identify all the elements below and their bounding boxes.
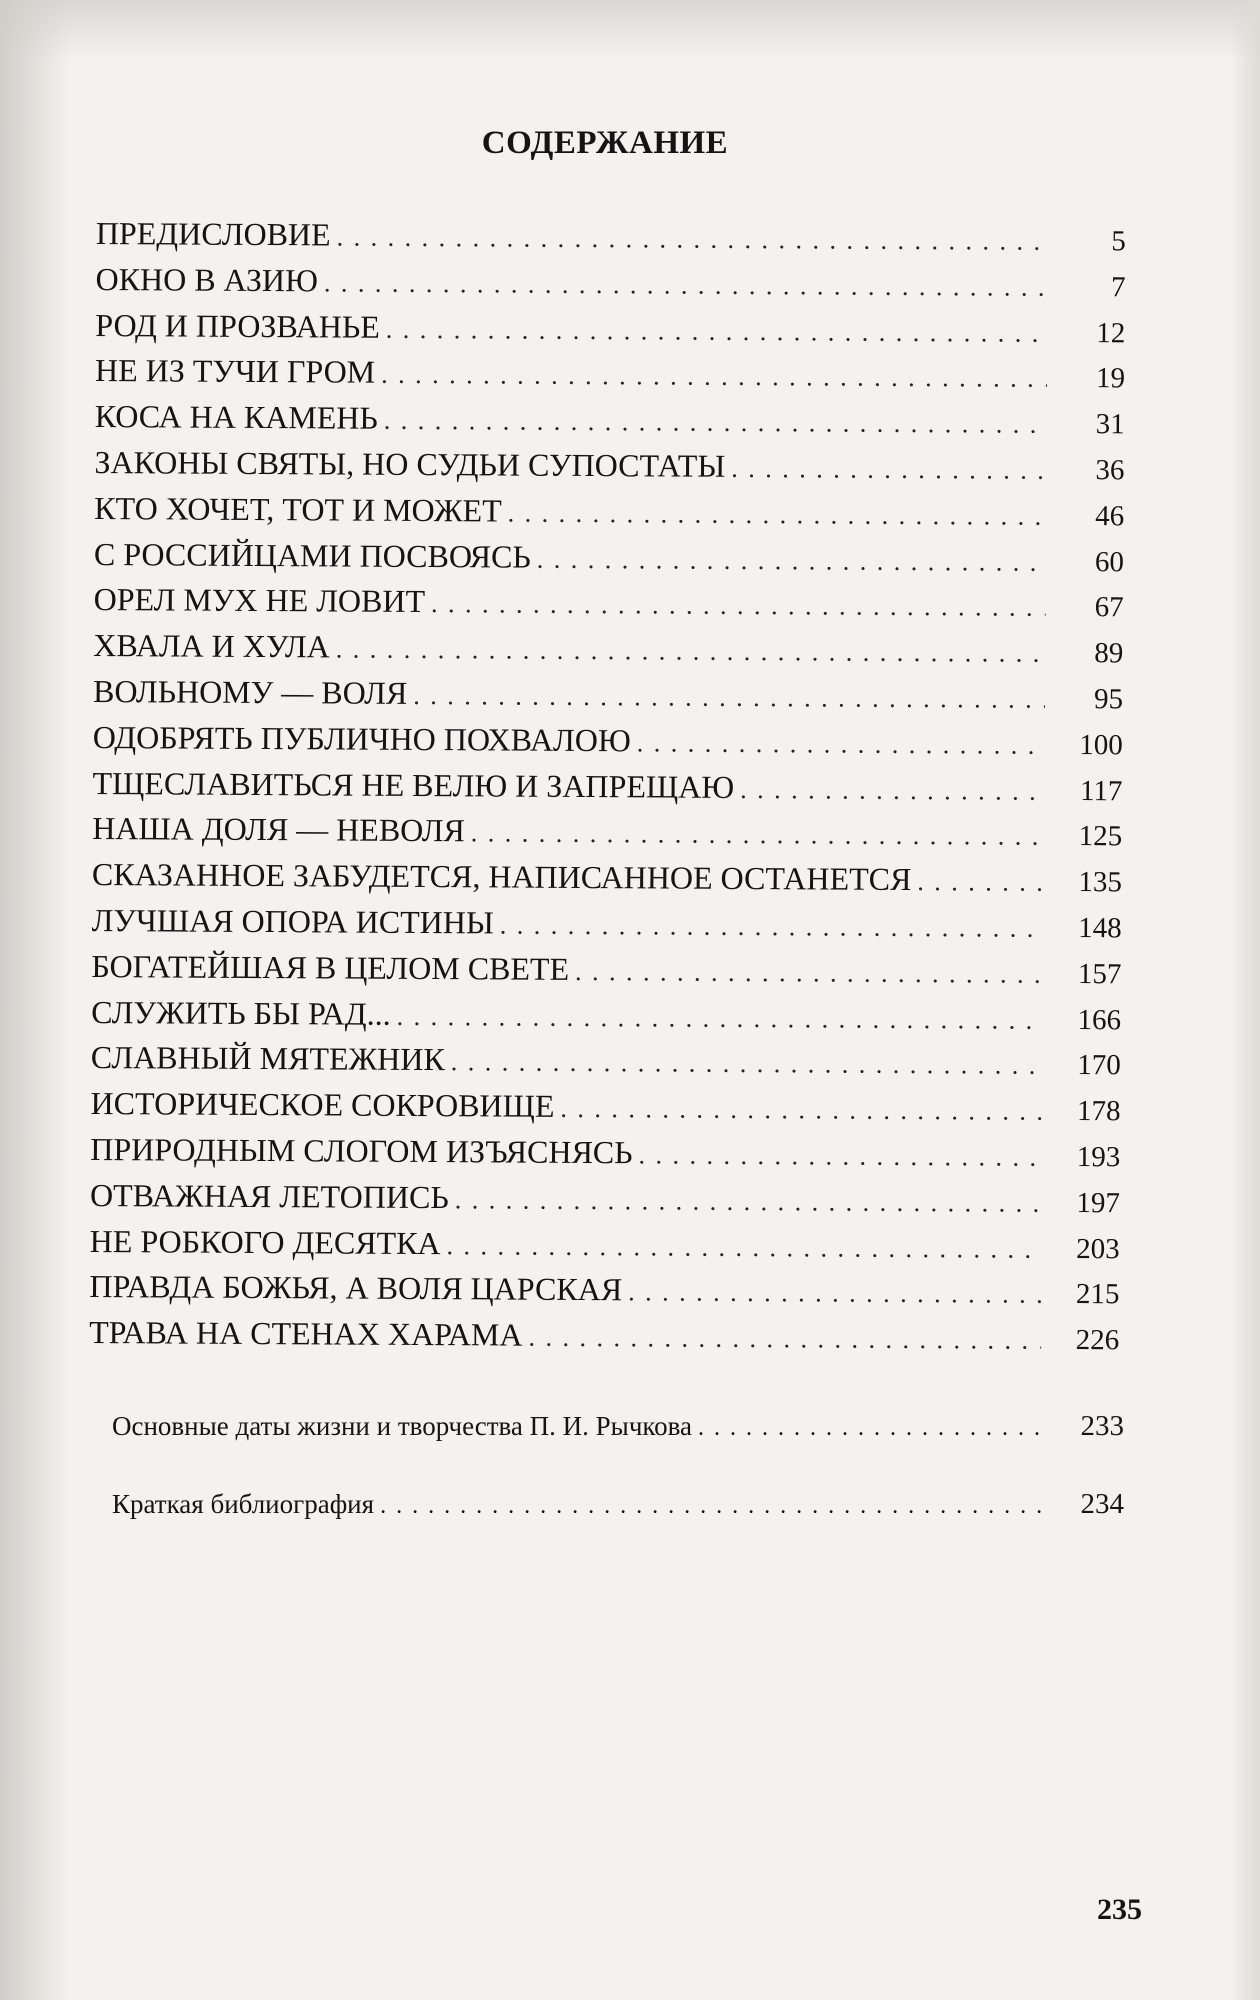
dot-leader: [622, 1278, 1041, 1311]
toc-entry: [95, 261, 1125, 313]
toc-entry: [92, 902, 1122, 954]
toc-entry-page: 234: [1080, 1488, 1124, 1520]
toc-entry-page: 19: [1095, 362, 1126, 395]
toc-entry-page: 100: [1079, 728, 1123, 762]
toc-entry-page: 31: [1095, 408, 1125, 441]
toc-entry: [89, 1268, 1119, 1320]
toc-entry: [90, 1085, 1120, 1137]
dot-leader: [569, 957, 1043, 990]
toc-entry-page: 67: [1094, 591, 1124, 624]
toc-entry: [91, 948, 1121, 1000]
toc-entry-page: 148: [1078, 911, 1122, 945]
toc-entry-page: 117: [1079, 774, 1123, 807]
toc-entry-label: ОТВАЖНАЯ ЛЕТОПИСЬ: [89, 1176, 449, 1215]
dot-leader: [380, 314, 1048, 348]
dot-leader: [502, 498, 1047, 531]
page-edge-shadow: [1230, 0, 1260, 2000]
toc-entry-page: 233: [1080, 1410, 1124, 1442]
toc-entry-label: ОРЕЛ МУХ НЕ ЛОВИТ: [93, 581, 426, 620]
toc-entry-label: С РОССИЙЦАМИ ПОСВОЯСЬ: [93, 535, 531, 575]
dot-leader: [407, 681, 1045, 715]
toc-entry: [95, 307, 1125, 359]
page-shadow: [0, 0, 1260, 60]
toc-entry: [89, 1314, 1119, 1366]
toc-entry: [92, 765, 1122, 817]
toc-entry: [95, 398, 1125, 450]
toc-entry-label: ОКНО В АЗИЮ: [95, 260, 319, 299]
toc-entry-label: НАША ДОЛЯ — НЕВОЛЯ: [92, 810, 465, 849]
dot-leader: [374, 1493, 1046, 1520]
dot-leader: [425, 589, 1046, 623]
toc-entry-label: ПРИРОДНЫМ СЛОГОМ ИЗЪЯСНЯСЬ: [90, 1130, 633, 1171]
toc-entry-label: КОСА НА КАМЕНЬ: [94, 398, 378, 436]
toc-entry-label: НЕ ИЗ ТУЧИ ГРОМ: [94, 352, 376, 391]
toc-entry-label: Краткая библиография: [112, 1489, 375, 1519]
toc-entry-page: 125: [1078, 820, 1123, 853]
page-title: СОДЕРЖАНИЕ: [481, 125, 729, 161]
dot-leader: [725, 454, 1046, 486]
dot-leader: [378, 406, 1047, 440]
toc-entry-label: КТО ХОЧЕТ, ТОТ И МОЖЕТ: [94, 489, 502, 529]
toc-entry: [90, 1131, 1120, 1183]
toc-entry-label: ИСТОРИЧЕСКОЕ СОКРОВИЩЕ: [90, 1085, 555, 1124]
dot-leader: [440, 1231, 1041, 1265]
toc-entry: [91, 994, 1121, 1046]
toc-entry-page: 12: [1096, 316, 1126, 349]
toc-entry-page: 46: [1095, 499, 1125, 533]
toc-entry-label: ПРЕДИСЛОВИЕ: [95, 215, 331, 253]
toc-appendix-entry: [112, 1488, 1124, 1521]
toc-entry-page: 226: [1075, 1324, 1120, 1357]
toc-entry-page: 7: [1110, 270, 1126, 304]
dot-leader: [531, 544, 1046, 577]
dot-leader: [391, 1001, 1044, 1035]
toc-entry-page: 166: [1077, 1003, 1122, 1036]
dot-leader: [449, 1185, 1042, 1219]
toc-entry-label: СКАЗАННОЕ ЗАБУДЕТСЯ, НАПИСАННОЕ ОСТАНЕТСЯ: [91, 856, 912, 898]
toc-entry-label: ЗАКОНЫ СВЯТЫ, НО СУДЬИ СУПОСТАТЫ: [94, 443, 726, 484]
toc-entry: [93, 581, 1123, 633]
dot-leader: [330, 635, 1046, 669]
toc-entry-page: 197: [1076, 1186, 1121, 1220]
page-gutter-shadow: [0, 0, 70, 2000]
toc-entry: [93, 719, 1123, 771]
toc-entry: [94, 536, 1124, 588]
toc-entry-label: НЕ РОБКОГО ДЕСЯТКА: [89, 1222, 441, 1261]
toc-entry-label: ХВАЛА И ХУЛА: [93, 627, 330, 665]
toc-entry-page: 95: [1093, 683, 1124, 716]
toc-entry-label: ПРАВДА БОЖЬЯ, А ВОЛЯ ЦАРСКАЯ: [89, 1268, 623, 1308]
toc-entry-page: 36: [1095, 454, 1125, 487]
toc-entry: [90, 1223, 1120, 1275]
dot-leader: [522, 1323, 1041, 1356]
toc-entry-label: ОДОБРЯТЬ ПУБЛИЧНО ПОХВАЛОЮ: [92, 718, 631, 759]
toc-entry-page: 178: [1076, 1095, 1121, 1128]
dot-leader: [445, 1047, 1043, 1081]
dot-leader: [554, 1094, 1042, 1127]
toc-entry: [90, 1177, 1120, 1229]
toc-entry-label: СЛАВНЫЙ МЯТЕЖНИК: [90, 1039, 445, 1078]
dot-leader: [375, 360, 1047, 394]
table-of-contents: [89, 215, 1126, 1366]
dot-leader: [632, 1140, 1042, 1173]
toc-entry: [96, 215, 1126, 267]
toc-entry-page: 89: [1094, 637, 1124, 670]
toc-entry-page: 170: [1077, 1049, 1121, 1082]
toc-entry-label: РОД И ПРОЗВАНЬЕ: [95, 306, 380, 345]
toc-entry-page: 203: [1076, 1232, 1120, 1265]
dot-leader: [331, 222, 1048, 256]
toc-entry: [92, 856, 1122, 908]
dot-leader: [631, 728, 1045, 761]
toc-entry: [95, 352, 1125, 404]
toc-appendix-entry: [112, 1410, 1124, 1443]
toc-entry: [94, 444, 1124, 496]
toc-entry-label: БОГАТЕЙШАЯ В ЦЕЛОМ СВЕТЕ: [91, 947, 570, 987]
toc-entry-page: 135: [1078, 866, 1123, 899]
toc-entry: [93, 627, 1123, 679]
dot-leader: [734, 774, 1044, 806]
toc-entry-label: СЛУЖИТЬ БЫ РАД...: [91, 993, 391, 1032]
toc-entry: [91, 1039, 1121, 1091]
toc-entry-page: 157: [1077, 957, 1122, 991]
toc-entry: [94, 490, 1124, 542]
toc-entry-label: Основные даты жизни и творчества П. И. Рычкова: [112, 1411, 693, 1441]
toc-entry: [92, 810, 1122, 862]
toc-entry-page: 215: [1075, 1278, 1120, 1311]
toc-entry-page: 60: [1094, 545, 1124, 578]
dot-leader: [692, 1415, 1046, 1442]
toc-entry-page: 193: [1076, 1140, 1121, 1174]
page-number: 235: [1097, 1893, 1142, 1926]
toc-entry-label: ТЩЕСЛАВИТЬСЯ НЕ ВЕЛЮ И ЗАПРЕЩАЮ: [92, 764, 735, 805]
toc-entry-label: ТРАВА НА СТЕНАХ ХАРАМА: [89, 1314, 523, 1353]
toc-entry-label: ВОЛЬНОМУ — ВОЛЯ: [92, 672, 408, 711]
dot-leader: [911, 867, 1044, 898]
toc-entry-page: 5: [1111, 225, 1126, 258]
dot-leader: [494, 910, 1044, 943]
toc-entry-label: ЛУЧШАЯ ОПОРА ИСТИНЫ: [91, 901, 494, 941]
toc-entry: [93, 673, 1123, 725]
dot-leader: [465, 819, 1045, 853]
dot-leader: [318, 268, 1048, 302]
